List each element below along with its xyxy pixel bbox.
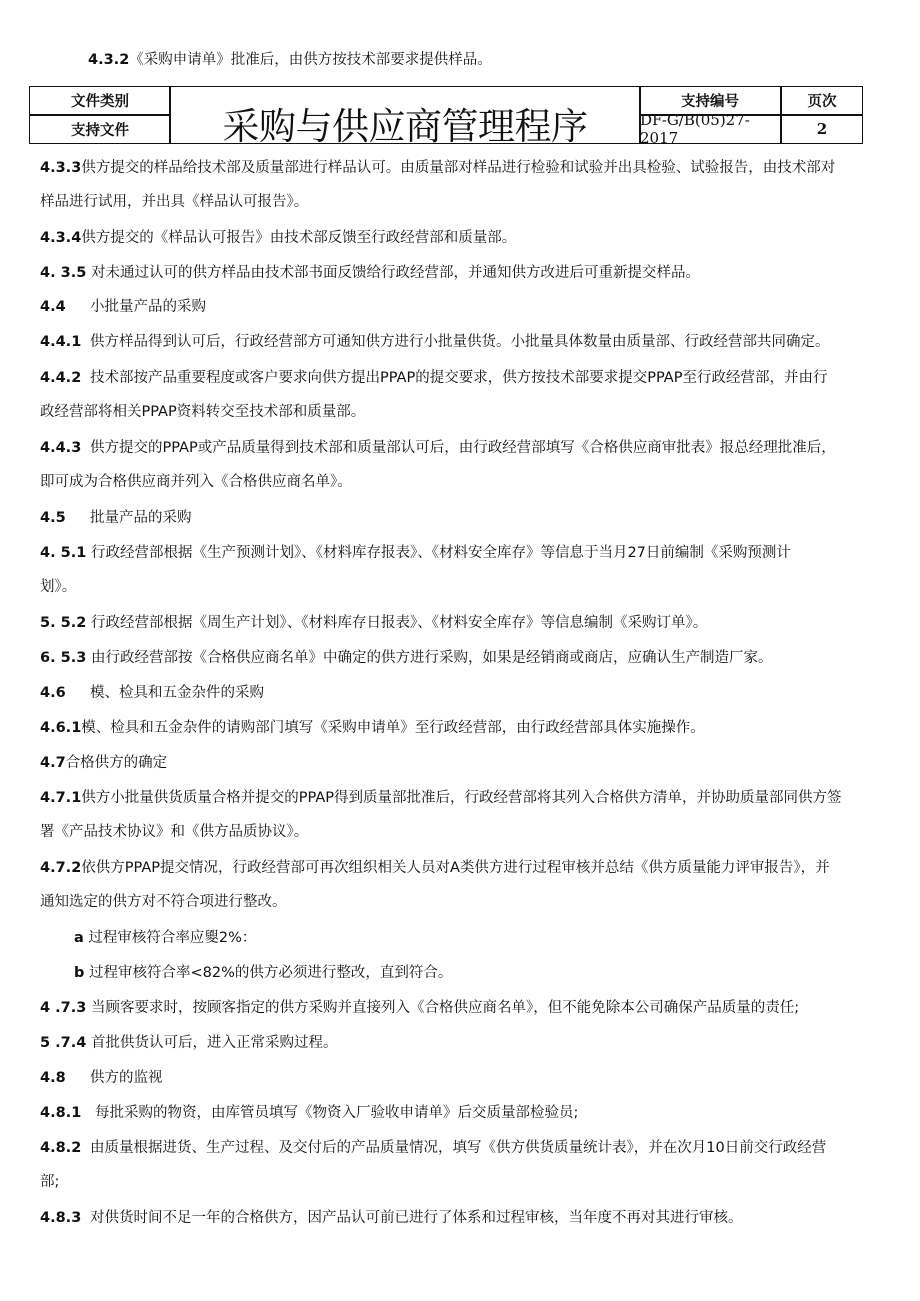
- clause-text: 依供方PPAP提交情况，行政经营部可再次组织相关人员对A类供方进行过程审核并总结《供方质量能力评审报告》，并: [81, 860, 830, 876]
- clause-number: 6. 5.3: [40, 650, 87, 666]
- clause-text: 首批供货认可后，进入正常采购过程。: [90, 1035, 338, 1051]
- clause-number: 4.8.1: [40, 1105, 82, 1121]
- paragraph-line: [40, 438, 890, 458]
- section-heading: [40, 683, 890, 703]
- paragraph-line: [40, 332, 890, 352]
- clause-number: 4.4: [40, 299, 66, 315]
- document-header-table: [29, 86, 863, 148]
- clause-text: 对供货时间不足一年的合格供方，因产品认可前已进行了体系和过程审核，当年度不再对其进行审核。: [90, 1210, 743, 1226]
- clause-number: 5. 5.2: [40, 615, 87, 631]
- paragraph-line: [40, 648, 890, 668]
- clause-text: 模、检具和五金杂件的采购: [90, 685, 264, 701]
- paragraph-line: [40, 472, 890, 492]
- clause-number: 4.4.2: [40, 370, 82, 386]
- section-heading: [40, 508, 890, 528]
- clause-number: 4.4.3: [40, 440, 82, 456]
- clause-text: 批量产品的采购: [90, 510, 192, 526]
- clause-number: 4.8.2: [40, 1140, 82, 1156]
- paragraph-line: [40, 402, 890, 422]
- clause-text: 供方提交的PPAP或产品质量得到技术部和质量部认可后，由行政经营部填写《合格供应商审批表》报总经理批准后，: [90, 440, 836, 456]
- paragraph-4-3-2: [88, 50, 920, 70]
- paragraph-line: [40, 613, 890, 633]
- clause-text: 过程审核符合率<82%的供方必须进行整改，直到符合。: [89, 965, 453, 981]
- page-value: 2: [816, 120, 828, 138]
- paragraph-line: [40, 1103, 890, 1123]
- list-item: [74, 963, 920, 983]
- clause-number: 4.7.1: [40, 790, 82, 806]
- section-heading: [40, 753, 890, 773]
- clause-text: 模、检具和五金杂件的请购部门填写《采购申请单》至行政经营部，由行政经营部具体实施操作。: [81, 720, 705, 736]
- clause-text: 过程审核符合率应夓2%：: [88, 930, 257, 946]
- clause-number: 4.3.3: [40, 160, 82, 176]
- paragraph-line: [40, 192, 890, 212]
- clause-text: 供方小批量供货质量合格并提交的PPAP得到质量部批准后，行政经营部将其列入合格供方清单，并协助质量部同供方签: [81, 790, 842, 806]
- file-category-value: 支持文件: [71, 122, 129, 139]
- paragraph-line: [40, 263, 890, 283]
- clause-number: 4.4.1: [40, 334, 82, 350]
- clause-number: 4.7: [40, 755, 66, 771]
- paragraph-line: [40, 718, 890, 738]
- clause-text: 部;: [40, 1174, 60, 1190]
- clause-text: 每批采购的物资，由库管员填写《物资入厂验收申请单》后交质量部检验员;: [95, 1105, 579, 1121]
- paragraph-line: [40, 228, 890, 248]
- list-item: [74, 928, 920, 948]
- paragraph-line: [40, 1138, 890, 1158]
- clause-number: 4.3.4: [40, 230, 82, 246]
- list-marker: b: [74, 965, 85, 981]
- clause-text: 合格供方的确定: [65, 755, 168, 771]
- clause-number: 4.6: [40, 685, 66, 701]
- clause-number: 4.3.2: [88, 52, 130, 68]
- clause-text: 当顾客要求时，按顾客指定的供方采购并直接列入《合格供应商名单》，但不能免除本公司确保产品质量的责任;: [90, 1000, 800, 1016]
- clause-number: 5 .7.4: [40, 1035, 87, 1051]
- paragraph-line: [40, 1172, 890, 1192]
- list-marker: a: [74, 930, 84, 946]
- paragraph-line: [40, 543, 890, 563]
- clause-text: 样品进行试用，并出具《样品认可报告》。: [40, 194, 309, 210]
- clause-text: 即可成为合格供应商并列入《合格供应商名单》。: [40, 474, 352, 490]
- clause-number: 4.8.3: [40, 1210, 82, 1226]
- paragraph-line: [40, 822, 890, 842]
- clause-text: 通知选定的供方对不符合项进行整改。: [40, 894, 287, 910]
- paragraph-line: [40, 998, 890, 1018]
- paragraph-line: [40, 788, 890, 808]
- file-category-label: 文件类别: [71, 94, 129, 110]
- clause-text: 供方提交的样品给技术部及质量部进行样品认可。由质量部对样品进行检验和试验并出具检验、试验报告，由技术部对: [81, 160, 836, 176]
- clause-text: 技术部按产品重要程度或客户要求向供方提出PPAP的提交要求，供方按技术部要求提交PPAP至行政经营部，并由行: [90, 370, 828, 386]
- paragraph-line: [40, 368, 890, 388]
- support-number-label: 支持编号: [681, 94, 739, 110]
- clause-text: 对未通过认可的供方样品由技术部书面反馈给行政经营部，并通知供方改进后可重新提交样品。: [90, 265, 700, 281]
- clause-number: 4. 5.1: [40, 545, 87, 561]
- support-number-value: DF-G/B(05)27-2017: [640, 111, 750, 147]
- clause-text: 划》。: [40, 579, 77, 595]
- clause-text: 供方的监视: [90, 1070, 163, 1086]
- clause-number: 4.7.2: [40, 860, 82, 876]
- clause-text: 小批量产品的采购: [90, 299, 206, 315]
- page-label: 页次: [807, 94, 837, 110]
- clause-text: 供方样品得到认可后，行政经营部方可通知供方进行小批量供货。小批量具体数量由质量部、行政经营部共同确定。: [90, 334, 830, 350]
- paragraph-line: [40, 158, 890, 178]
- document-title: 采购与供应商管理程序: [222, 105, 588, 148]
- clause-number: 4.5: [40, 510, 66, 526]
- clause-text: 署《产品技术协议》和《供方品质协议》。: [40, 824, 309, 840]
- clause-number: 4.6.1: [40, 720, 82, 736]
- paragraph-line: [40, 858, 890, 878]
- section-heading: [40, 1068, 890, 1088]
- clause-text: 由质量根据进货、生产过程、及交付后的产品质量情况，填写《供方供货质量统计表》，并在次月10日前交行政经营: [90, 1140, 827, 1156]
- clause-text: 行政经营部根据《周生产计划》、《材料库存日报表》、《材料安全库存》等信息编制《采购订单》。: [90, 615, 708, 631]
- clause-text: 政经营部将相关PPAP资料转交至技术部和质量部。: [40, 404, 366, 420]
- paragraph-line: [40, 892, 890, 912]
- clause-text: 供方提交的《样品认可报告》由技术部反馈至行政经营部和质量部。: [81, 230, 517, 246]
- paragraph-line: [40, 1033, 890, 1053]
- paragraph-line: [40, 577, 890, 597]
- clause-text: 由行政经营部按《合格供应商名单》中确定的供方进行采购，如果是经销商或商店，应确认生产制造厂家。: [90, 650, 773, 666]
- clause-text: 《采购申请单》批准后，由供方按技术部要求提供样品。: [129, 52, 492, 68]
- clause-number: 4.8: [40, 1070, 66, 1086]
- paragraph-line: [40, 1208, 890, 1228]
- section-heading: [40, 297, 890, 317]
- clause-number: 4. 3.5: [40, 265, 87, 281]
- clause-number: 4 .7.3: [40, 1000, 87, 1016]
- clause-text: 行政经营部根据《生产预测计划》、《材料库存报表》、《材料安全库存》等信息于当月27日前编制《采购预测计: [90, 545, 791, 561]
